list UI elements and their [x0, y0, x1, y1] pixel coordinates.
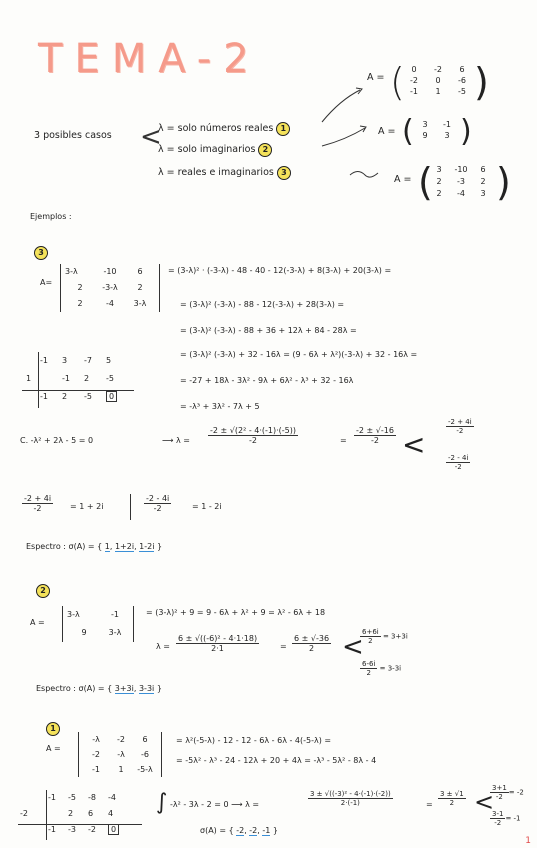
equals-sign: = [426, 800, 433, 809]
ex1-ruffini: -1 -5 -8 -4 -2 2 6 4 -1 -3 -2 0 [20, 790, 128, 838]
paren-left-icon: ( [390, 60, 405, 104]
matrix-1-label: A = [367, 72, 385, 83]
case-item-3: λ = reales e imaginarios 3 [158, 166, 291, 180]
page-title: TEMA-2 [38, 36, 261, 82]
ex3-line-4: = (3-λ)² (-3-λ) + 32 - 16λ = (9 - 6λ + λ²)(-3-λ) + 32 - 16λ = [180, 350, 418, 359]
ex3-result-1: = 1 + 2i [70, 502, 104, 511]
equals-sign: = [280, 642, 287, 651]
branch-icon: < [402, 428, 426, 461]
brace-icon: < [140, 122, 162, 152]
ex3-line-3: = (3-λ)² (-3-λ) - 88 + 36 + 12λ + 84 - 28λ = [180, 326, 357, 335]
ex2-formula-1: $\frac{\text{6 ± √((-6)² - 4·1·18)}}{2\cdot 1}$ [178, 634, 258, 653]
ex1-label: A = [46, 744, 61, 753]
ex1-quadratic: -λ² - 3λ - 2 = 0 ⟶ λ = [170, 800, 260, 809]
ejemplos-heading: Ejemplos : [30, 212, 72, 221]
ex3-result-2: = 1 - 2i [192, 502, 222, 511]
equals-sign: = [340, 436, 347, 445]
ex1-formula-2: $\frac{3 \pm √1}{2}$ [440, 790, 464, 807]
case-item-2: λ = solo imaginarios 2 [158, 143, 272, 157]
ex3-result-1-frac: $\frac{-2 + 4i}{-2}$ [24, 494, 52, 513]
ex3-branch-top: $\frac{-2 + 4i}{-2}$ [448, 418, 472, 435]
ex3-espectro: Espectro : σ(A) = { 1, 1+2i, 1-2i } [26, 542, 163, 551]
matrix-1: 0 -2 6 -2 0 -6 -1 1 -5 [410, 65, 466, 96]
ex2-label: A = [30, 618, 45, 627]
example-3-badge: 3 [34, 240, 48, 260]
ex3-label: A= [40, 278, 53, 287]
matrix-2-label: A = [378, 126, 396, 137]
page-number: 1 [525, 836, 531, 846]
ex1-branch-2: $\frac{3-1}{-2}$ = -1 [492, 810, 521, 827]
ex3-line-5: = -27 + 18λ - 3λ² - 9λ + 6λ² - λ³ + 32 - 16λ [180, 376, 354, 385]
branch-icon: < [342, 632, 364, 662]
matrix-3: 3 -10 6 2 -3 2 2 -4 3 [436, 165, 486, 198]
branch-icon: < [474, 788, 495, 816]
paren-right-icon: ) [460, 114, 472, 149]
case-number-badge: 2 [258, 143, 272, 157]
ex3-formula: $\frac{\text{-2 ± √(2² - 4·(-1)·(-5))}}{-2}$ [210, 426, 296, 445]
ex3-determinant: 3-λ -10 6 2 -3-λ 2 2 -4 3-λ [60, 264, 160, 312]
case-number-badge: 1 [276, 122, 290, 136]
ex3-quadratic: C. -λ² + 2λ - 5 = 0 [20, 436, 94, 445]
ex3-line-1: = (3-λ)² · (-3-λ) - 48 - 40 - 12(-3-λ) + 8(3-λ) + 20(3-λ) = [168, 266, 392, 275]
arrows-icon [320, 80, 380, 190]
paren-right-icon: ) [496, 160, 511, 204]
ex1-formula-1: $\frac{\text{3 ± √((-3)² - 4·(-1)·(-2))}}{2\cdot(-1)}$ [310, 790, 391, 807]
ex2-line-1: = (3-λ)² + 9 = 9 - 6λ + λ² + 9 = λ² - 6λ + 18 [146, 608, 326, 617]
ex1-line-1: = λ²(-5-λ) - 12 - 12 - 6λ - 6λ - 4(-5-λ) = [176, 736, 332, 745]
ex3-line-2: = (3-λ)² (-3-λ) - 88 - 12(-3-λ) + 28(3-λ) = [180, 300, 345, 309]
ex2-determinant: 3-λ -1 9 3-λ [62, 606, 134, 642]
ex3-ruffini: -1 3 -7 5 1 -1 2 -5 -1 2 -5 0 [26, 352, 128, 406]
paren-left-icon: ( [402, 114, 414, 149]
ex1-branch-1: $\frac{3+1}{-2}$ = -2 [492, 784, 524, 801]
case-item-1: λ = solo números reales 1 [158, 122, 290, 136]
ex1-line-2: = -5λ² - λ³ - 24 - 12λ + 20 + 4λ = -λ³ - 5λ² - 8λ - 4 [176, 756, 377, 765]
ex3-formula-2: $\frac{-2 \pm √-16}{-2}$ [356, 426, 394, 445]
example-2-badge: 2 [36, 578, 50, 598]
cases-intro: 3 posibles casos [34, 130, 112, 141]
ex2-branch-2: $\frac{6-6i}{2}$ = 3-3i [362, 660, 402, 677]
ex3-line-6: = -λ³ + 3λ² - 7λ + 5 [180, 402, 260, 411]
matrix-2: 3 -1 9 3 [422, 120, 451, 140]
matrix-3-label: A = [394, 174, 412, 185]
ex1-determinant: -λ -2 6 -2 -λ -6 -1 1 -5-λ [78, 732, 162, 777]
ex3-result-2-frac: $\frac{-2 - 4i}{-2}$ [146, 494, 170, 513]
paren-left-icon: ( [418, 160, 433, 204]
ex2-branch-1: $\frac{6+6i}{2}$ = 3+3i [362, 628, 408, 645]
ex2-espectro: Espectro : σ(A) = { 3+3i, 3-3i } [36, 684, 162, 693]
ex2-lambda: λ = [156, 642, 170, 651]
connector-icon: ∫ [156, 790, 168, 815]
ex3-branch-bottom: $\frac{-2 - 4i}{-2}$ [448, 454, 469, 471]
ex3-lambda: ⟶ λ = [162, 436, 190, 445]
example-1-badge: 1 [46, 716, 60, 736]
case-number-badge: 3 [277, 166, 291, 180]
ex2-formula-2: $\frac{6 \pm √-36}{2}$ [294, 634, 330, 653]
paren-right-icon: ) [474, 60, 489, 104]
ex1-espectro: σ(A) = { -2, -2, -1 } [200, 826, 278, 835]
